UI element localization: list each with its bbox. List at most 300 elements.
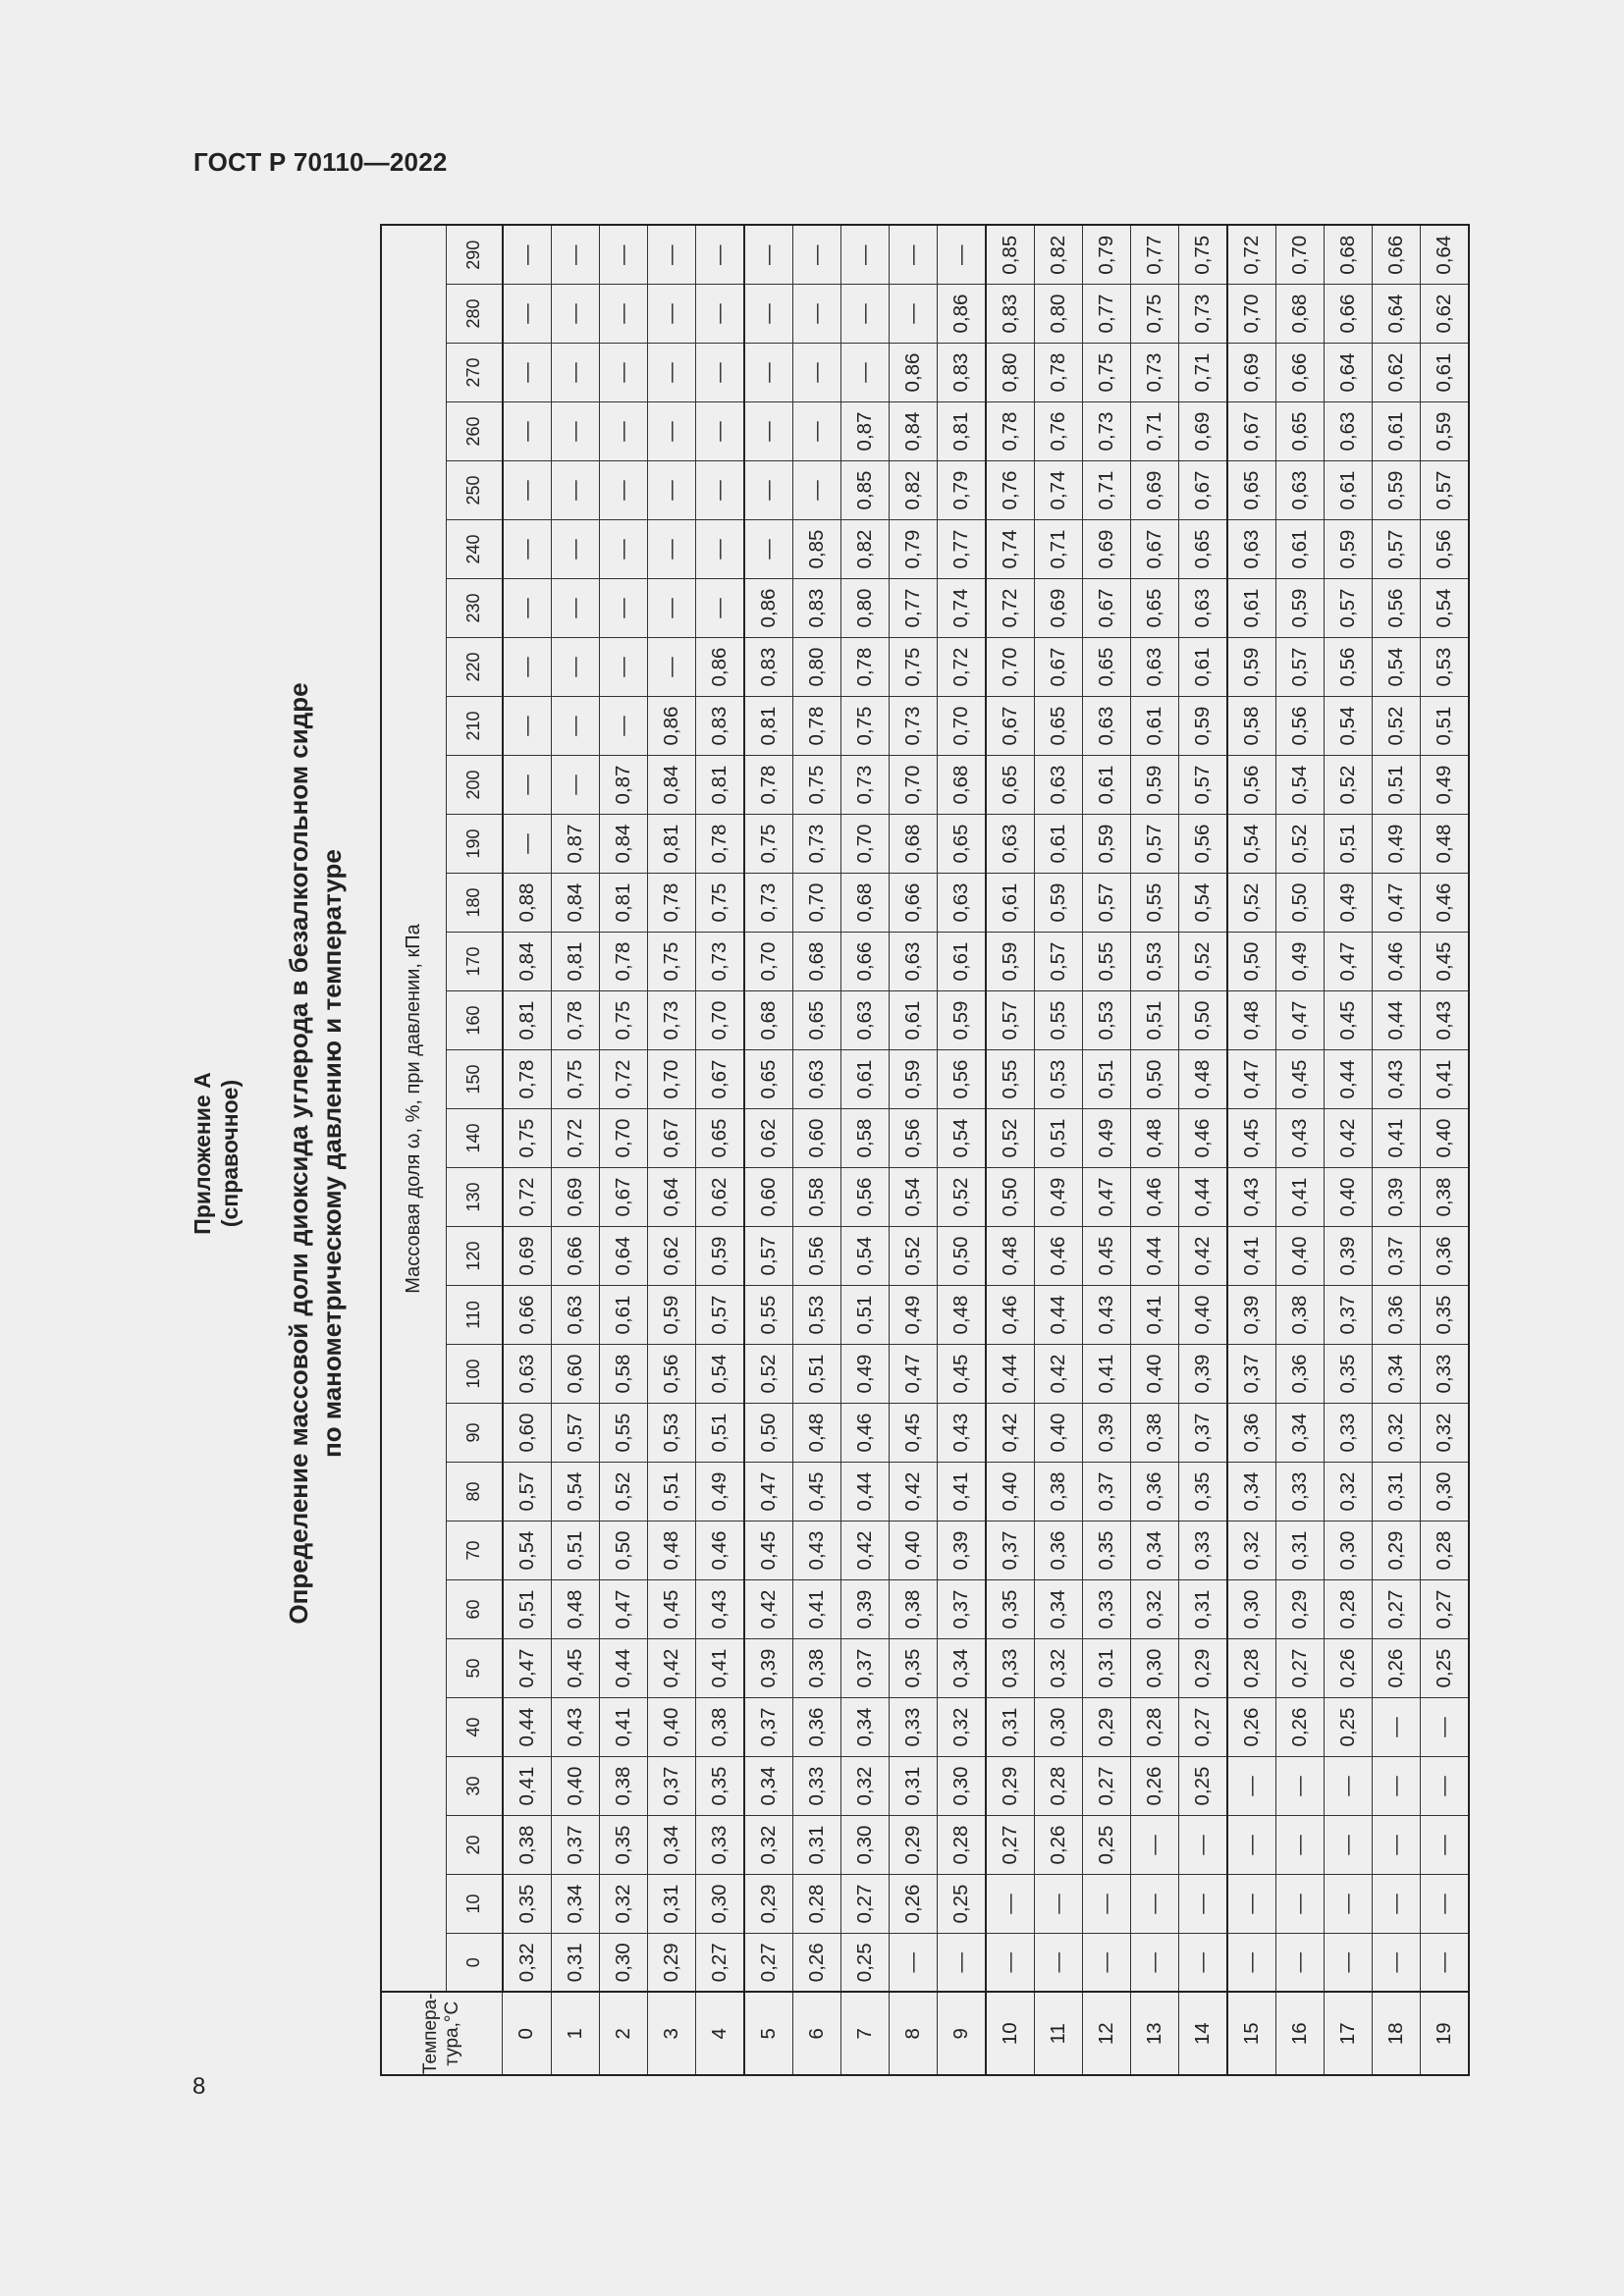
- value-cell: —: [840, 285, 889, 344]
- value-cell: 0,71: [1082, 461, 1130, 520]
- value-cell: 0,77: [1082, 285, 1130, 344]
- value-cell: 0,53: [1130, 933, 1178, 991]
- value-cell: 0,39: [1324, 1227, 1372, 1286]
- value-cell: 0,66: [840, 933, 889, 991]
- value-cell: 0,51: [1082, 1050, 1130, 1109]
- value-cell: 0,63: [1130, 638, 1178, 697]
- value-cell: 0,30: [937, 1757, 986, 1816]
- value-cell: —: [599, 697, 647, 756]
- value-cell: —: [744, 520, 793, 579]
- value-cell: 0,62: [1372, 344, 1420, 402]
- value-cell: —: [889, 226, 937, 285]
- value-cell: 0,78: [599, 933, 647, 991]
- pressure-header-220: 220: [447, 638, 503, 697]
- value-cell: 0,73: [744, 874, 793, 933]
- value-cell: 0,61: [1420, 344, 1469, 402]
- table-row: [647, 226, 695, 2076]
- value-cell: —: [599, 285, 647, 344]
- value-cell: —: [599, 344, 647, 402]
- value-cell: 0,57: [1420, 461, 1469, 520]
- value-cell: 0,50: [986, 1168, 1035, 1227]
- value-cell: —: [744, 285, 793, 344]
- value-cell: 0,75: [744, 815, 793, 874]
- table-row: [889, 226, 937, 2076]
- value-cell: 0,63: [1178, 579, 1227, 638]
- value-cell: 0,84: [647, 756, 695, 815]
- value-cell: —: [551, 520, 599, 579]
- value-cell: 0,55: [599, 1404, 647, 1463]
- value-cell: 0,71: [1034, 520, 1082, 579]
- value-cell: 0,57: [744, 1227, 793, 1286]
- value-cell: 0,41: [599, 1698, 647, 1757]
- value-cell: 0,28: [1420, 1522, 1469, 1580]
- value-cell: 0,67: [599, 1168, 647, 1227]
- value-cell: 0,57: [1372, 520, 1420, 579]
- value-cell: 0,30: [695, 1875, 744, 1934]
- table-row: [1082, 226, 1130, 2076]
- value-cell: 0,37: [1178, 1404, 1227, 1463]
- value-cell: 0,60: [792, 1109, 840, 1168]
- value-cell: 0,45: [937, 1345, 986, 1404]
- value-cell: 0,28: [1130, 1698, 1178, 1757]
- value-cell: 0,82: [1034, 226, 1082, 285]
- table-row: [1227, 226, 1276, 2076]
- value-cell: 0,63: [937, 874, 986, 933]
- value-cell: 0,47: [744, 1463, 793, 1522]
- value-cell: 0,27: [744, 1934, 793, 1993]
- value-cell: 0,44: [986, 1345, 1035, 1404]
- value-cell: 0,79: [937, 461, 986, 520]
- value-cell: —: [503, 638, 552, 697]
- pressure-header-90: 90: [447, 1404, 503, 1463]
- value-cell: —: [599, 461, 647, 520]
- value-cell: 0,48: [1178, 1050, 1227, 1109]
- value-cell: 0,29: [1372, 1522, 1420, 1580]
- value-cell: 0,59: [1372, 461, 1420, 520]
- value-cell: 0,66: [551, 1227, 599, 1286]
- value-cell: 0,34: [1130, 1522, 1178, 1580]
- value-cell: 0,25: [1420, 1639, 1469, 1698]
- value-cell: 0,30: [1324, 1522, 1372, 1580]
- pressure-header-150: 150: [447, 1050, 503, 1109]
- value-cell: 0,39: [1082, 1404, 1130, 1463]
- value-cell: —: [1227, 1757, 1276, 1816]
- value-cell: 0,54: [937, 1109, 986, 1168]
- value-cell: 0,41: [503, 1757, 552, 1816]
- value-cell: 0,82: [889, 461, 937, 520]
- value-cell: 0,37: [1372, 1227, 1420, 1286]
- value-cell: —: [1324, 1757, 1372, 1816]
- temperature-cell: 1: [551, 1993, 599, 2076]
- pressure-header-180: 180: [447, 874, 503, 933]
- value-cell: 0,81: [599, 874, 647, 933]
- value-cell: 0,81: [647, 815, 695, 874]
- value-cell: 0,34: [937, 1639, 986, 1698]
- pressure-header-140: 140: [447, 1109, 503, 1168]
- value-cell: —: [503, 344, 552, 402]
- value-cell: —: [551, 461, 599, 520]
- value-cell: 0,68: [937, 756, 986, 815]
- value-cell: 0,33: [1420, 1345, 1469, 1404]
- value-cell: —: [937, 226, 986, 285]
- value-cell: 0,66: [503, 1286, 552, 1345]
- value-cell: 0,59: [1275, 579, 1324, 638]
- value-cell: —: [695, 579, 744, 638]
- value-cell: —: [1227, 1934, 1276, 1993]
- value-cell: 0,46: [1178, 1109, 1227, 1168]
- value-cell: 0,64: [647, 1168, 695, 1227]
- value-cell: 0,57: [1324, 579, 1372, 638]
- value-cell: 0,41: [937, 1463, 986, 1522]
- value-cell: 0,26: [889, 1875, 937, 1934]
- value-cell: 0,54: [1227, 815, 1276, 874]
- value-cell: 0,68: [1275, 285, 1324, 344]
- value-cell: 0,75: [840, 697, 889, 756]
- value-cell: 0,78: [744, 756, 793, 815]
- value-cell: 0,51: [647, 1463, 695, 1522]
- value-cell: —: [551, 579, 599, 638]
- value-cell: —: [986, 1875, 1035, 1934]
- value-cell: —: [1372, 1698, 1420, 1757]
- value-cell: —: [1420, 1757, 1469, 1816]
- temperature-cell: 17: [1324, 1993, 1372, 2076]
- value-cell: 0,49: [1324, 874, 1372, 933]
- value-cell: 0,28: [937, 1816, 986, 1875]
- value-cell: 0,55: [1034, 991, 1082, 1050]
- value-cell: 0,73: [647, 991, 695, 1050]
- value-cell: 0,30: [1034, 1698, 1082, 1757]
- value-cell: 0,51: [1034, 1109, 1082, 1168]
- value-cell: 0,34: [1227, 1463, 1276, 1522]
- value-cell: 0,30: [840, 1816, 889, 1875]
- value-cell: 0,37: [1324, 1286, 1372, 1345]
- value-cell: 0,54: [1324, 697, 1372, 756]
- value-cell: 0,80: [1034, 285, 1082, 344]
- value-cell: —: [551, 756, 599, 815]
- value-cell: 0,55: [744, 1286, 793, 1345]
- value-cell: 0,29: [647, 1934, 695, 1993]
- temperature-cell: 16: [1275, 1993, 1324, 2076]
- value-cell: 0,66: [1275, 344, 1324, 402]
- value-cell: 0,68: [744, 991, 793, 1050]
- value-cell: 0,78: [503, 1050, 552, 1109]
- value-cell: 0,63: [889, 933, 937, 991]
- value-cell: —: [1324, 1816, 1372, 1875]
- value-cell: 0,56: [647, 1345, 695, 1404]
- value-cell: 0,57: [1130, 815, 1178, 874]
- temperature-cell: 6: [792, 1993, 840, 2076]
- value-cell: 0,75: [647, 933, 695, 991]
- value-cell: 0,57: [695, 1286, 744, 1345]
- value-cell: —: [551, 638, 599, 697]
- value-cell: 0,65: [1178, 520, 1227, 579]
- value-cell: 0,70: [792, 874, 840, 933]
- value-cell: 0,43: [792, 1522, 840, 1580]
- value-cell: —: [695, 402, 744, 461]
- value-cell: 0,78: [1034, 344, 1082, 402]
- value-cell: —: [695, 285, 744, 344]
- value-cell: —: [503, 461, 552, 520]
- value-cell: 0,74: [986, 520, 1035, 579]
- value-cell: 0,38: [503, 1816, 552, 1875]
- value-cell: 0,83: [744, 638, 793, 697]
- temperature-cell: 3: [647, 1993, 695, 2076]
- value-cell: 0,50: [1130, 1050, 1178, 1109]
- value-cell: 0,59: [889, 1050, 937, 1109]
- value-cell: 0,42: [647, 1639, 695, 1698]
- value-cell: 0,43: [1227, 1168, 1276, 1227]
- value-cell: 0,48: [647, 1522, 695, 1580]
- value-cell: 0,53: [1082, 991, 1130, 1050]
- value-cell: 0,80: [840, 579, 889, 638]
- value-cell: 0,39: [840, 1580, 889, 1639]
- value-cell: 0,77: [937, 520, 986, 579]
- pressure-header-240: 240: [447, 520, 503, 579]
- pressure-header-290: 290: [447, 226, 503, 285]
- value-cell: 0,33: [695, 1816, 744, 1875]
- value-cell: —: [1178, 1934, 1227, 1993]
- value-cell: 0,37: [1082, 1463, 1130, 1522]
- value-cell: 0,36: [792, 1698, 840, 1757]
- value-cell: —: [503, 520, 552, 579]
- pressure-header-190: 190: [447, 815, 503, 874]
- value-cell: 0,65: [1034, 697, 1082, 756]
- value-cell: —: [986, 1934, 1035, 1993]
- value-cell: 0,42: [986, 1404, 1035, 1463]
- value-cell: 0,42: [1178, 1227, 1227, 1286]
- value-cell: 0,26: [1275, 1698, 1324, 1757]
- value-cell: 0,31: [889, 1757, 937, 1816]
- value-cell: 0,73: [1082, 402, 1130, 461]
- temperature-cell: 15: [1227, 1993, 1276, 2076]
- value-cell: 0,73: [792, 815, 840, 874]
- value-cell: 0,27: [695, 1934, 744, 1993]
- value-cell: 0,45: [1420, 933, 1469, 991]
- value-cell: 0,63: [986, 815, 1035, 874]
- value-cell: 0,55: [986, 1050, 1035, 1109]
- value-cell: 0,46: [1420, 874, 1469, 933]
- table-row: [1130, 226, 1178, 2076]
- value-cell: 0,54: [889, 1168, 937, 1227]
- value-cell: 0,61: [986, 874, 1035, 933]
- value-cell: 0,71: [1130, 402, 1178, 461]
- value-cell: 0,56: [1275, 697, 1324, 756]
- value-cell: 0,64: [1372, 285, 1420, 344]
- value-cell: —: [792, 285, 840, 344]
- value-cell: 0,63: [1227, 520, 1276, 579]
- value-cell: 0,37: [840, 1639, 889, 1698]
- value-cell: 0,65: [792, 991, 840, 1050]
- value-cell: —: [744, 344, 793, 402]
- value-cell: 0,34: [1372, 1345, 1420, 1404]
- table-row: [551, 226, 599, 2076]
- value-cell: 0,45: [1227, 1109, 1276, 1168]
- value-cell: 0,70: [840, 815, 889, 874]
- value-cell: 0,29: [1275, 1580, 1324, 1639]
- value-cell: —: [551, 697, 599, 756]
- value-cell: 0,61: [1082, 756, 1130, 815]
- value-cell: 0,63: [1034, 756, 1082, 815]
- table-row: [1420, 226, 1469, 2076]
- value-cell: 0,31: [1178, 1580, 1227, 1639]
- value-cell: 0,69: [503, 1227, 552, 1286]
- value-cell: —: [937, 1934, 986, 1993]
- value-cell: 0,37: [1227, 1345, 1276, 1404]
- value-cell: 0,63: [792, 1050, 840, 1109]
- value-cell: 0,81: [937, 402, 986, 461]
- value-cell: 0,65: [1130, 579, 1178, 638]
- value-cell: 0,63: [551, 1286, 599, 1345]
- value-cell: 0,30: [1130, 1639, 1178, 1698]
- value-cell: 0,66: [889, 874, 937, 933]
- value-cell: 0,55: [1130, 874, 1178, 933]
- value-cell: 0,68: [1324, 226, 1372, 285]
- value-cell: 0,70: [937, 697, 986, 756]
- value-cell: 0,51: [792, 1345, 840, 1404]
- value-cell: 0,59: [986, 933, 1035, 991]
- value-cell: 0,75: [889, 638, 937, 697]
- value-cell: 0,60: [503, 1404, 552, 1463]
- value-cell: 0,57: [1082, 874, 1130, 933]
- value-cell: 0,27: [1082, 1757, 1130, 1816]
- value-cell: 0,33: [1082, 1580, 1130, 1639]
- value-cell: 0,68: [889, 815, 937, 874]
- value-cell: 0,65: [986, 756, 1035, 815]
- value-cell: 0,75: [1130, 285, 1178, 344]
- value-cell: —: [1034, 1875, 1082, 1934]
- value-cell: 0,44: [1178, 1168, 1227, 1227]
- value-cell: 0,41: [792, 1580, 840, 1639]
- pressure-header-210: 210: [447, 697, 503, 756]
- appendix-title: Приложение А: [189, 1072, 215, 1235]
- value-cell: 0,48: [1227, 991, 1276, 1050]
- value-cell: 0,33: [986, 1639, 1035, 1698]
- value-cell: 0,41: [1227, 1227, 1276, 1286]
- value-cell: 0,57: [1275, 638, 1324, 697]
- value-cell: 0,87: [551, 815, 599, 874]
- value-cell: 0,85: [840, 461, 889, 520]
- value-cell: 0,70: [647, 1050, 695, 1109]
- value-cell: 0,73: [1130, 344, 1178, 402]
- value-cell: 0,34: [551, 1875, 599, 1934]
- value-cell: 0,38: [889, 1580, 937, 1639]
- pressure-header-30: 30: [447, 1757, 503, 1816]
- value-cell: —: [647, 638, 695, 697]
- table-row: [792, 226, 840, 2076]
- value-cell: —: [503, 285, 552, 344]
- document-header: ГОСТ Р 70110—2022: [193, 147, 448, 177]
- temperature-cell: 2: [599, 1993, 647, 2076]
- value-cell: 0,44: [1324, 1050, 1372, 1109]
- value-cell: 0,55: [1082, 933, 1130, 991]
- value-cell: 0,34: [1275, 1404, 1324, 1463]
- temperature-cell: 0: [503, 1993, 552, 2076]
- value-cell: 0,75: [503, 1109, 552, 1168]
- value-cell: 0,35: [986, 1580, 1035, 1639]
- value-cell: 0,26: [1324, 1639, 1372, 1698]
- value-cell: —: [1420, 1875, 1469, 1934]
- value-cell: 0,26: [1130, 1757, 1178, 1816]
- value-cell: —: [503, 579, 552, 638]
- value-cell: —: [647, 226, 695, 285]
- value-cell: 0,57: [1178, 756, 1227, 815]
- value-cell: 0,75: [792, 756, 840, 815]
- value-cell: 0,43: [1275, 1109, 1324, 1168]
- value-cell: 0,78: [840, 638, 889, 697]
- value-cell: 0,48: [551, 1580, 599, 1639]
- value-cell: 0,73: [840, 756, 889, 815]
- value-cell: 0,67: [986, 697, 1035, 756]
- value-cell: —: [889, 285, 937, 344]
- pressure-header-100: 100: [447, 1345, 503, 1404]
- value-cell: 0,49: [840, 1345, 889, 1404]
- value-cell: 0,54: [1420, 579, 1469, 638]
- value-cell: —: [1275, 1875, 1324, 1934]
- pressure-header-130: 130: [447, 1168, 503, 1227]
- value-cell: 0,51: [1420, 697, 1469, 756]
- value-cell: 0,38: [1420, 1168, 1469, 1227]
- value-cell: 0,43: [1420, 991, 1469, 1050]
- value-cell: 0,59: [695, 1227, 744, 1286]
- value-cell: 0,46: [695, 1522, 744, 1580]
- value-cell: 0,72: [503, 1168, 552, 1227]
- pressure-header-260: 260: [447, 402, 503, 461]
- value-cell: —: [1275, 1816, 1324, 1875]
- value-cell: 0,75: [695, 874, 744, 933]
- value-cell: 0,40: [1034, 1404, 1082, 1463]
- table-row: [986, 226, 1035, 2076]
- value-cell: 0,86: [647, 697, 695, 756]
- value-cell: 0,49: [1372, 815, 1420, 874]
- value-cell: 0,61: [1034, 815, 1082, 874]
- value-cell: 0,54: [551, 1463, 599, 1522]
- value-cell: 0,61: [840, 1050, 889, 1109]
- value-cell: 0,52: [744, 1345, 793, 1404]
- value-cell: 0,88: [503, 874, 552, 933]
- value-cell: 0,57: [503, 1463, 552, 1522]
- value-cell: —: [1130, 1875, 1178, 1934]
- value-cell: 0,32: [1372, 1404, 1420, 1463]
- value-cell: 0,75: [1178, 226, 1227, 285]
- value-cell: 0,84: [503, 933, 552, 991]
- value-cell: 0,32: [744, 1816, 793, 1875]
- value-cell: 0,59: [1178, 697, 1227, 756]
- value-cell: 0,25: [1082, 1816, 1130, 1875]
- value-cell: 0,49: [1082, 1109, 1130, 1168]
- value-cell: —: [792, 344, 840, 402]
- value-cell: 0,48: [1130, 1109, 1178, 1168]
- value-cell: 0,36: [1420, 1227, 1469, 1286]
- value-cell: 0,52: [937, 1168, 986, 1227]
- table-row: [1275, 226, 1324, 2076]
- value-cell: 0,25: [840, 1934, 889, 1993]
- pressure-header-250: 250: [447, 461, 503, 520]
- value-cell: 0,59: [1130, 756, 1178, 815]
- value-cell: 0,74: [1034, 461, 1082, 520]
- pressure-header-80: 80: [447, 1463, 503, 1522]
- value-cell: —: [647, 402, 695, 461]
- table-row: [937, 226, 986, 2076]
- value-cell: 0,51: [695, 1404, 744, 1463]
- value-cell: 0,66: [1372, 226, 1420, 285]
- value-cell: 0,26: [1372, 1639, 1420, 1698]
- temperature-cell: 9: [937, 1993, 986, 2076]
- value-cell: 0,36: [1130, 1463, 1178, 1522]
- value-cell: 0,78: [647, 874, 695, 933]
- value-cell: 0,68: [840, 874, 889, 933]
- value-cell: 0,70: [1275, 226, 1324, 285]
- value-cell: 0,38: [1034, 1463, 1082, 1522]
